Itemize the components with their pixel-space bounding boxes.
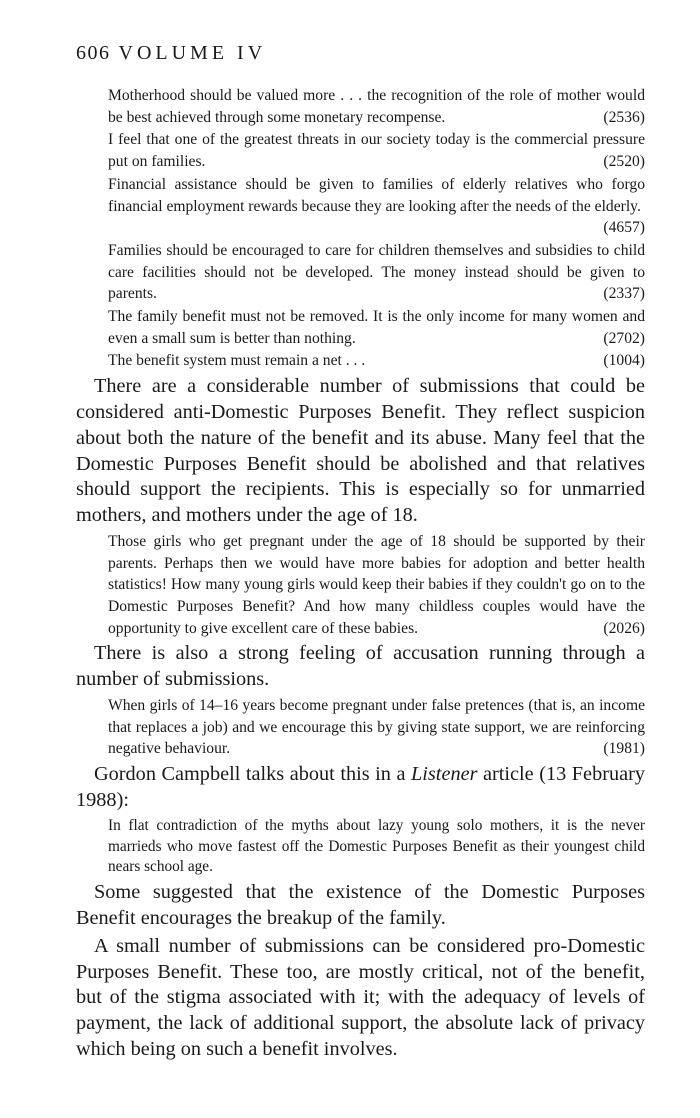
body-paragraph: A small number of submissions can be considered pro-Domestic Purposes Benefit. These too, are mostly critical, not of the benefit, but of the stigma associated with it; with the adequacy of levels of payment, the lack of additional support, the absolute lack of privacy which being on such a benefit involves. — [76, 934, 645, 1060]
quote-item — [108, 240, 645, 305]
page-body — [76, 85, 645, 1065]
submission-ref: (2337) — [603, 285, 645, 303]
quote-item — [108, 531, 645, 640]
publication-title: Listener — [411, 763, 478, 786]
quote-item — [108, 129, 645, 172]
quote-block-1 — [108, 85, 645, 372]
submission-ref: (2026) — [603, 619, 645, 637]
submission-ref: (2702) — [603, 329, 645, 347]
quote-item — [108, 695, 645, 760]
quote-item — [108, 350, 645, 372]
quote-text: In flat contradiction of the myths about lazy young solo mothers, it is the never marrieds who move fastest off the Domestic Purposes Benefit as their youngest child nears school age. — [108, 816, 645, 876]
quote-text: When girls of 14–16 years become pregnant under false pretences (that is, an income that replaces a job) and we encourage this by giving state support, we are reinforcing negative behaviour. — [108, 697, 645, 758]
submission-ref: (2536) — [603, 108, 645, 126]
body-paragraph — [76, 762, 645, 814]
submission-ref: (1004) — [603, 352, 645, 370]
quote-block-2 — [108, 531, 645, 640]
body-paragraph: There are a considerable number of submissions that could be considered anti-Domestic Purposes Benefit. They reflect suspicion about both the nature of the benefit and its abuse. Many feel that the Domestic Purposes Benefit should be abolished and that relatives should support the recipients. This is especially so for unmarried mothers, and mothers under the age of 18. — [76, 375, 645, 527]
submission-ref: (1981) — [603, 740, 645, 758]
body-paragraph: There is also a strong feeling of accusation running through a number of submissions. — [76, 642, 645, 691]
quote-text: I feel that one of the greatest threats in our society today is the commercial pressure put on families. — [108, 131, 645, 171]
quote-item — [108, 174, 645, 239]
quote-block-4 — [108, 816, 645, 878]
running-head — [76, 42, 266, 65]
quote-text: Those girls who get pregnant under the age of 18 should be supported by their parents. Perhaps then we would have more babies for adoption and better health statistics! How many young girls would keep their babies if they couldn't go on to the Domestic Purposes Benefit? And how many childless couples would have the opportunity to give excellent care of these babies. — [108, 532, 645, 637]
quote-block-3 — [108, 695, 645, 760]
quote-text: Motherhood should be valued more . . . the recognition of the role of mother would be best achieved through some monetary recompense. — [108, 87, 645, 126]
quote-text: Financial assistance should be given to families of elderly relatives who forgo financial employment rewards because they are looking after the needs of the elderly. — [108, 175, 645, 215]
paragraph-text: Gordon Campbell talks about this in a — [94, 763, 411, 786]
body-paragraph: Some suggested that the existence of the Domestic Purposes Benefit encourages the breakup of the family. — [76, 881, 645, 929]
quote-item — [108, 85, 645, 128]
quote-text: The benefit system must remain a net . . . — [108, 352, 366, 370]
submission-ref: (2520) — [603, 153, 645, 171]
submission-ref: (4657) — [603, 219, 645, 237]
quote-text: Families should be encouraged to care for children themselves and subsidies to child care facilities should not be developed. The money instead should be given to parents. — [108, 241, 645, 303]
quote-text: The family benefit must not be removed. It is the only income for many women and even a small sum is better than nothing. — [108, 308, 645, 347]
paragraph-text: article (13 February 1988): — [76, 763, 645, 811]
quote-item — [108, 306, 645, 349]
page-number: 606 — [76, 42, 111, 64]
volume-label: VOLUME IV — [118, 42, 267, 64]
